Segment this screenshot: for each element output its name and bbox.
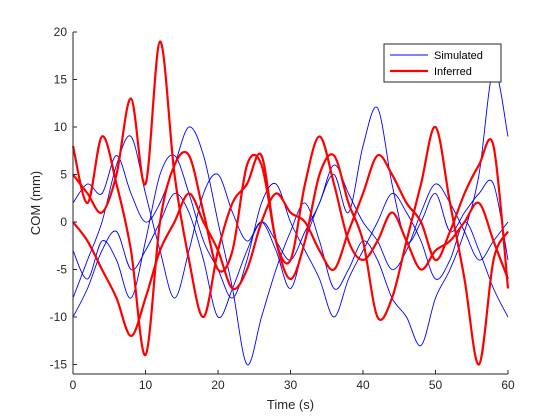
y-tick-label: -15 (49, 357, 67, 372)
y-tick-label: 10 (53, 120, 67, 134)
x-axis-title: Time (s) (266, 397, 315, 412)
y-tick-label: 20 (53, 25, 67, 39)
legend-label-simulated: Simulated (434, 50, 483, 62)
x-tick-label: 30 (283, 378, 298, 392)
y-tick-label: 15 (53, 72, 67, 87)
x-tick-label: 50 (428, 378, 443, 392)
y-tick-label: -5 (56, 262, 67, 277)
x-tick-label: 40 (356, 378, 370, 392)
legend (384, 44, 501, 82)
y-tick-label: 5 (60, 167, 67, 182)
legend-label-inferred: Inferred (434, 66, 472, 78)
x-tick-label: 0 (69, 378, 77, 392)
x-tick-label: 60 (501, 378, 515, 392)
y-tick-label: 0 (60, 215, 67, 229)
x-tick-label: 10 (138, 378, 153, 392)
y-axis-title: COM (mm) (28, 170, 43, 236)
y-tick-label: -10 (49, 310, 67, 324)
x-tick-label: 20 (211, 378, 225, 392)
